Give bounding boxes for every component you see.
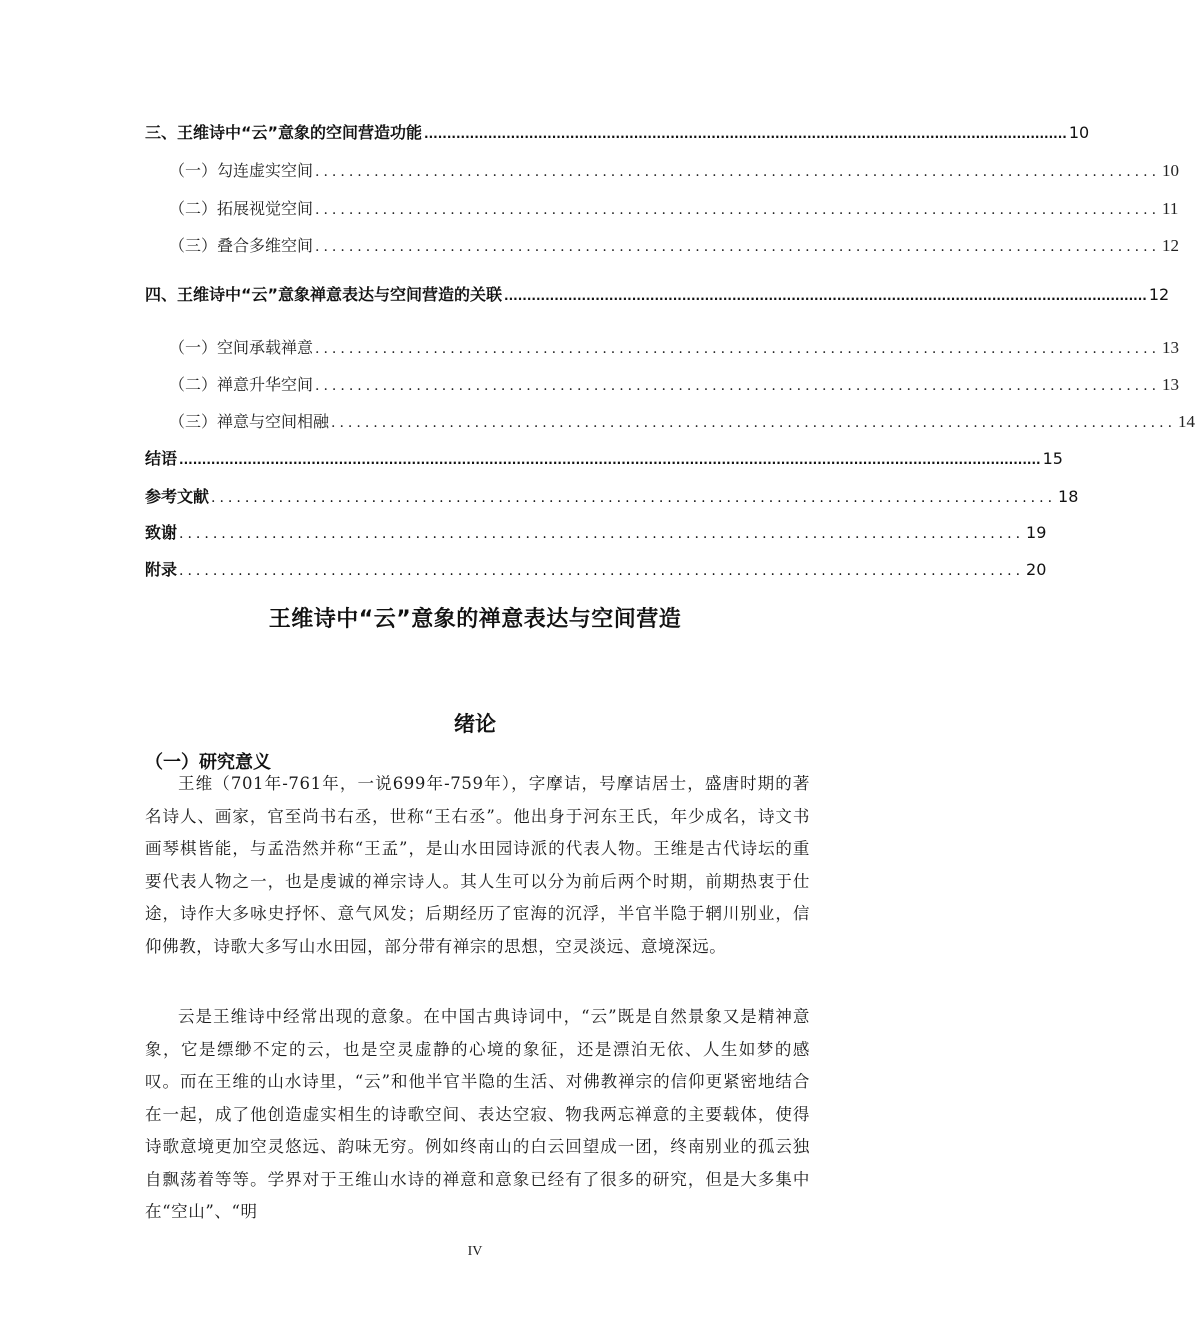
toc-leader-dots: ............................................................................................................................................................................................. [179,453,1041,467]
toc-page-number: 10 [1162,161,1180,180]
toc-entry-label: 致谢 [145,523,178,542]
toc-leader-dots: .................................................................................................... [315,341,1161,357]
toc-entry-3-1[interactable] [145,158,1180,181]
toc-page-number: 10 [1068,123,1090,142]
toc-page-number: 13 [1162,375,1180,394]
toc-entry-label: 四、王维诗中“云”意象禅意表达与空间营造的关联 [145,285,503,304]
toc-leader-dots: .................................................................................................... [315,239,1161,255]
toc-page-number: 18 [1058,487,1079,506]
toc-leader-dots: .................................................................................................... [315,202,1161,218]
toc-entry-label: （一）空间承载禅意 [169,338,314,357]
toc-entry-acknowledgements[interactable] [145,520,1047,543]
toc-entry-label: （二）禅意升华空间 [169,375,314,394]
toc-leader-dots: .................................................................................................... [315,164,1161,180]
toc-entry-references[interactable] [145,484,1079,507]
section-heading: （一）研究意义 [145,752,271,773]
toc-page-number: 19 [1026,523,1047,542]
toc-entry-label: 三、王维诗中“云”意象的空间营造功能 [145,123,423,142]
toc-page-number: 14 [1178,412,1195,431]
toc-page-number: 13 [1162,338,1180,357]
toc-entry-label: （三）叠合多维空间 [169,236,314,255]
toc-entry-3-3[interactable] [145,233,1180,256]
toc-entry-appendix[interactable] [145,557,1047,580]
toc-leader-dots: ............................................................................................................................................. [504,289,1147,303]
toc-page-number: 15 [1042,449,1063,468]
toc-entry-chapter-4[interactable] [145,282,1170,305]
toc-leader-dots: .................................................................................................... [179,526,1025,542]
document-title: 王维诗中“云”意象的禅意表达与空间营造 [268,607,682,632]
toc-entry-label: 附录 [145,560,178,579]
toc-leader-dots: .................................................................................................... [179,563,1025,579]
toc-entry-3-2[interactable] [145,196,1179,219]
toc-leader-dots: ............................................................................................................................................. [424,127,1067,141]
toc-entry-label: 结语 [145,449,178,468]
toc-page-number: 20 [1026,560,1047,579]
body-paragraph: 云是王维诗中经常出现的意象。在中国古典诗词中，“云”既是自然景象又是精神意象，它是缥缈不定的云，也是空灵虚静的心境的象征，还是漂泊无依、人生如梦的感叹。而在王维的山水诗里，“云”和他半官半隐的生活、对佛教禅宗的信仰更紧密地结合在一起，成了他创造虚实相生的诗歌空间、表达空寂、物我两忘禅意的主要载体，使得诗歌意境更加空灵悠远、韵味无穷。例如终南山的白云回望成一团，终南别业的孤云独自飘荡着等等。学界对于王维山水诗的禅意和意象已经有了很多的研究，但是大多集中在“空山”、“明 [145,1007,810,1221]
toc-entry-4-1[interactable] [145,335,1180,358]
toc-entry-4-3[interactable] [145,409,1195,432]
toc-entry-4-2[interactable] [145,372,1180,395]
toc-entry-label: （三）禅意与空间相融 [169,412,330,431]
chapter-title: 绪论 [454,712,496,736]
toc-leader-dots: .................................................................................................... [211,490,1057,506]
page-number: IV [467,1244,483,1259]
toc-entry-label: （一）勾连虚实空间 [169,161,314,180]
toc-entry-conclusion[interactable] [145,446,1063,469]
toc-entry-chapter-3[interactable] [145,120,1090,143]
toc-page-number: 12 [1148,285,1170,304]
toc-leader-dots: .................................................................................................... [315,378,1161,394]
toc-page-number: 11 [1162,199,1179,218]
toc-entry-label: 参考文献 [145,487,210,506]
toc-leader-dots: .................................................................................................... [331,415,1177,431]
toc-entry-label: （二）拓展视觉空间 [169,199,314,218]
toc-page-number: 12 [1162,236,1180,255]
body-paragraph: 王维（701年-761年，一说699年-759年），字摩诘，号摩诘居士，盛唐时期的著名诗人、画家，官至尚书右丞，世称“王右丞”。他出身于河东王氏，年少成名，诗文书画琴棋皆能，与孟浩然并称“王孟”，是山水田园诗派的代表人物。王维是古代诗坛的重要代表人物之一，也是虔诚的禅宗诗人。其人生可以分为前后两个时期，前期热衷于仕途，诗作大多咏史抒怀、意气风发；后期经历了宦海的沉浮，半官半隐于辋川别业，信仰佛教，诗歌大多写山水田园，部分带有禅宗的思想，空灵淡远、意境深远。 [145,774,810,956]
